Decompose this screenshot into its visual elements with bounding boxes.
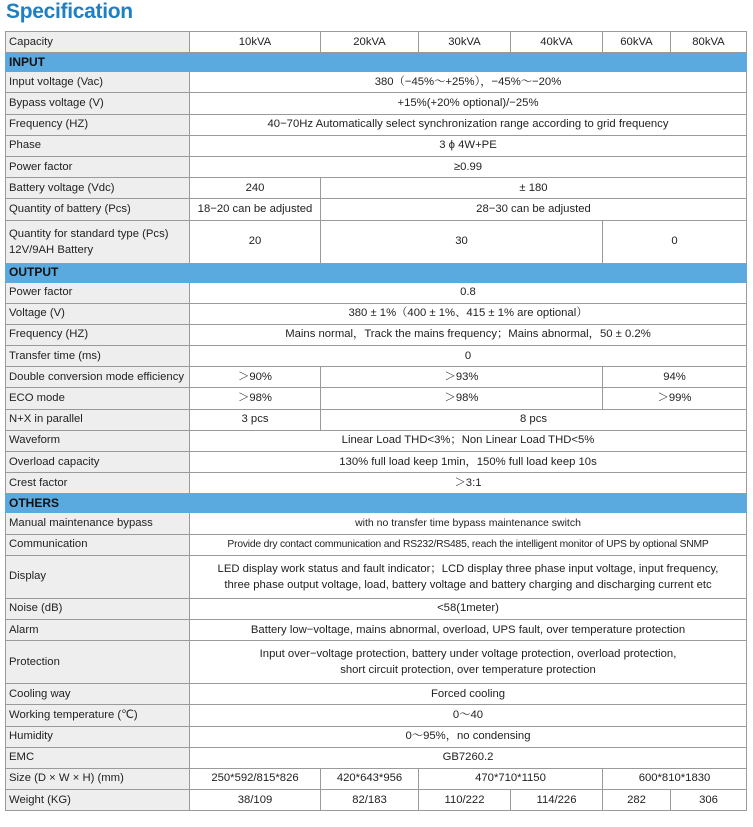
table-row bbox=[6, 303, 747, 324]
row-value: 0 bbox=[190, 346, 747, 367]
row-value: 306 bbox=[671, 790, 747, 811]
row-value bbox=[190, 641, 747, 684]
row-value: 240 bbox=[190, 178, 321, 199]
table-row bbox=[6, 513, 747, 534]
row-value: Mains normal，Track the mains frequency；Mains abnormal，50 ± 0.2% bbox=[190, 324, 747, 345]
protection-line2: short circuit protection, over temperature protection bbox=[340, 664, 596, 677]
row-value: 0～40 bbox=[190, 705, 747, 726]
row-label: Waveform bbox=[6, 430, 190, 451]
row-label: Bypass voltage (V) bbox=[6, 93, 190, 114]
row-value: 40−70Hz Automatically select synchronization range according to grid frequency bbox=[190, 114, 747, 135]
row-value: Linear Load THD<3%；Non Linear Load THD<5% bbox=[190, 430, 747, 451]
row-value: Forced cooling bbox=[190, 684, 747, 705]
page-title: Specification bbox=[6, 0, 133, 23]
row-label: Cooling way bbox=[6, 684, 190, 705]
model-30kva: 30kVA bbox=[419, 32, 511, 53]
table-row bbox=[6, 93, 747, 114]
row-value: 380（−45%～+25%），−45%～−20% bbox=[190, 72, 747, 93]
row-value: 470*710*1150 bbox=[419, 768, 603, 789]
row-value: 0 bbox=[603, 220, 747, 263]
row-value: 3 ϕ 4W+PE bbox=[190, 135, 747, 156]
spec-table bbox=[5, 31, 747, 811]
table-row bbox=[6, 598, 747, 619]
row-value: GB7260.2 bbox=[190, 747, 747, 768]
row-value: 18−20 can be adjusted bbox=[190, 199, 321, 220]
row-label: Phase bbox=[6, 135, 190, 156]
model-40kva: 40kVA bbox=[511, 32, 603, 53]
row-value: +15%(+20% optional)/−25% bbox=[190, 93, 747, 114]
row-value: 20 bbox=[190, 220, 321, 263]
row-value: ± 180 bbox=[321, 178, 747, 199]
row-value: ＞90% bbox=[190, 367, 321, 388]
row-value: 110/222 bbox=[419, 790, 511, 811]
row-value: 114/226 bbox=[511, 790, 603, 811]
table-row bbox=[6, 726, 747, 747]
table-row bbox=[6, 72, 747, 93]
capacity-label: Capacity bbox=[6, 32, 190, 53]
table-row bbox=[6, 705, 747, 726]
row-value: 130% full load keep 1min，150% full load keep 10s bbox=[190, 452, 747, 473]
table-row bbox=[6, 409, 747, 430]
display-line2: three phase output voltage, load, battery voltage and battery charging and discharging current etc bbox=[224, 578, 712, 591]
row-label: N+X in parallel bbox=[6, 409, 190, 430]
table-row bbox=[6, 178, 747, 199]
model-80kva: 80kVA bbox=[671, 32, 747, 53]
table-row bbox=[6, 199, 747, 220]
table-row bbox=[6, 747, 747, 768]
model-60kva: 60kVA bbox=[603, 32, 671, 53]
row-label: ECO mode bbox=[6, 388, 190, 409]
row-value: with no transfer time bypass maintenance switch bbox=[190, 513, 747, 534]
row-value: Provide dry contact communication and RS232/RS485, reach the intelligent monitor of UPS by optional SNMP bbox=[190, 534, 747, 555]
table-row bbox=[6, 135, 747, 156]
row-value: <58(1meter) bbox=[190, 598, 747, 619]
row-value: 3 pcs bbox=[190, 409, 321, 430]
section-others: OTHERS bbox=[6, 494, 747, 513]
table-row bbox=[6, 282, 747, 303]
row-value: ＞98% bbox=[190, 388, 321, 409]
row-value: 380 ± 1%（400 ± 1%、415 ± 1% are optional） bbox=[190, 303, 747, 324]
table-row bbox=[6, 324, 747, 345]
section-output: OUTPUT bbox=[6, 263, 747, 282]
row-label: Double conversion mode efficiency bbox=[6, 367, 190, 388]
row-value: ≥0.99 bbox=[190, 156, 747, 177]
row-value: 38/109 bbox=[190, 790, 321, 811]
row-label: Transfer time (ms) bbox=[6, 346, 190, 367]
row-label: Power factor bbox=[6, 282, 190, 303]
capacity-row bbox=[6, 32, 747, 53]
table-row bbox=[6, 768, 747, 789]
row-value: 0～95%，no condensing bbox=[190, 726, 747, 747]
protection-line1: Input over−voltage protection, battery under voltage protection, overload protection, bbox=[259, 648, 677, 661]
display-line1: LED display work status and fault indicator；LCD display three phase input voltage, input frequency, bbox=[217, 562, 719, 575]
table-row bbox=[6, 156, 747, 177]
row-label-line2: 12V/9AH Battery bbox=[9, 243, 94, 256]
section-input: INPUT bbox=[6, 53, 747, 72]
row-value: 420*643*956 bbox=[321, 768, 419, 789]
row-label: EMC bbox=[6, 747, 190, 768]
row-label: Alarm bbox=[6, 619, 190, 640]
row-value: ＞98% bbox=[321, 388, 603, 409]
row-value: 28−30 can be adjusted bbox=[321, 199, 747, 220]
table-row bbox=[6, 473, 747, 494]
row-label: Power factor bbox=[6, 156, 190, 177]
row-value: ＞99% bbox=[603, 388, 747, 409]
table-row bbox=[6, 555, 747, 598]
table-row bbox=[6, 114, 747, 135]
table-row bbox=[6, 367, 747, 388]
row-label: Working temperature (℃) bbox=[6, 705, 190, 726]
table-row bbox=[6, 641, 747, 684]
row-label: Crest factor bbox=[6, 473, 190, 494]
row-value: 94% bbox=[603, 367, 747, 388]
row-label: Protection bbox=[6, 641, 190, 684]
row-label: Humidity bbox=[6, 726, 190, 747]
model-10kva: 10kVA bbox=[190, 32, 321, 53]
row-label: Frequency (HZ) bbox=[6, 114, 190, 135]
row-value: 282 bbox=[603, 790, 671, 811]
row-label: Communication bbox=[6, 534, 190, 555]
row-label: Frequency (HZ) bbox=[6, 324, 190, 345]
table-row bbox=[6, 619, 747, 640]
row-label: Weight (KG) bbox=[6, 790, 190, 811]
row-label bbox=[6, 220, 190, 263]
row-value: ＞93% bbox=[321, 367, 603, 388]
table-row bbox=[6, 346, 747, 367]
row-value: 0.8 bbox=[190, 282, 747, 303]
row-label-line1: Quantity for standard type (Pcs) bbox=[9, 227, 169, 240]
row-value bbox=[190, 555, 747, 598]
row-label: Voltage (V) bbox=[6, 303, 190, 324]
row-value: 82/183 bbox=[321, 790, 419, 811]
row-label: Size (D × W × H) (mm) bbox=[6, 768, 190, 789]
row-value: Battery low−voltage, mains abnormal, overload, UPS fault, over temperature protection bbox=[190, 619, 747, 640]
table-row bbox=[6, 534, 747, 555]
row-label: Input voltage (Vac) bbox=[6, 72, 190, 93]
row-value: 30 bbox=[321, 220, 603, 263]
row-value: 8 pcs bbox=[321, 409, 747, 430]
row-label: Battery voltage (Vdc) bbox=[6, 178, 190, 199]
table-row bbox=[6, 430, 747, 451]
model-20kva: 20kVA bbox=[321, 32, 419, 53]
row-label: Overload capacity bbox=[6, 452, 190, 473]
row-value: 600*810*1830 bbox=[603, 768, 747, 789]
row-label: Display bbox=[6, 555, 190, 598]
table-row bbox=[6, 684, 747, 705]
row-value: 250*592/815*826 bbox=[190, 768, 321, 789]
row-label: Quantity of battery (Pcs) bbox=[6, 199, 190, 220]
row-label: Noise (dB) bbox=[6, 598, 190, 619]
table-row bbox=[6, 220, 747, 263]
table-row bbox=[6, 790, 747, 811]
row-value: ＞3:1 bbox=[190, 473, 747, 494]
table-row bbox=[6, 452, 747, 473]
table-row bbox=[6, 388, 747, 409]
row-label: Manual maintenance bypass bbox=[6, 513, 190, 534]
